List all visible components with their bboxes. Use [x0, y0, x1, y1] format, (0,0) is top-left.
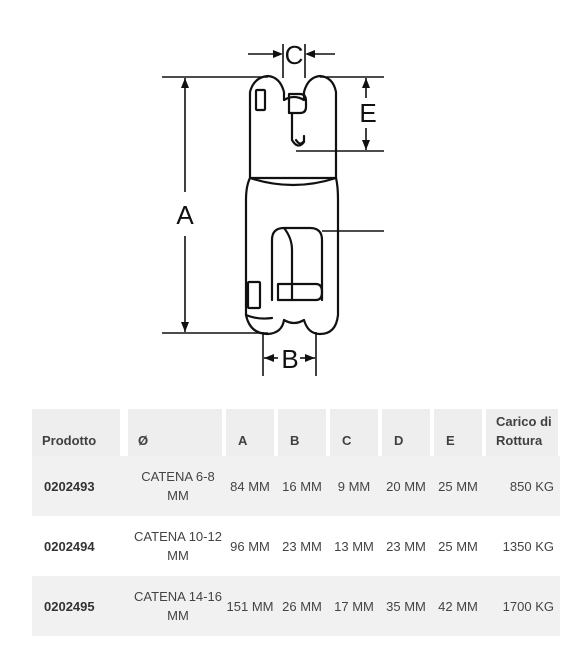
- upper-pin-head: [256, 90, 265, 110]
- cell-d: 35 MM: [386, 598, 426, 614]
- lower-pin-head: [248, 282, 260, 308]
- cell-c: 13 MM: [334, 538, 374, 554]
- cell-e: 25 MM: [438, 538, 478, 554]
- cell-b: 23 MM: [282, 538, 322, 554]
- cell-product: 0202495: [44, 598, 95, 614]
- cell-a: 151 MM: [226, 598, 274, 614]
- header-diameter: Ø: [124, 409, 226, 456]
- dimension-label-e: E: [359, 98, 377, 128]
- cell-c: 17 MM: [334, 598, 374, 614]
- cell-d: 23 MM: [386, 538, 426, 554]
- dimension-label-a: A: [176, 200, 194, 230]
- table-header-row: [32, 409, 560, 456]
- header-b: B: [278, 409, 330, 456]
- cell-a: 96 MM: [230, 538, 270, 554]
- table-row: [32, 516, 560, 576]
- dimension-label-c: C: [284, 40, 304, 70]
- lower-pin: [278, 284, 322, 300]
- cell-c: 9 MM: [337, 478, 371, 494]
- cell-product: 0202494: [44, 538, 95, 554]
- header-a: A: [226, 409, 278, 456]
- cell-a: 84 MM: [230, 478, 270, 494]
- cell-e: 25 MM: [438, 478, 478, 494]
- cell-load: 1350 KG: [502, 538, 554, 554]
- header-d: D: [382, 409, 434, 456]
- cell-b: 16 MM: [282, 478, 322, 494]
- cell-e: 42 MM: [438, 598, 478, 614]
- cell-load: 850 KG: [509, 478, 554, 494]
- product-spec-table: [32, 409, 560, 636]
- cell-diameter: CATENA 10-12 MM: [134, 529, 222, 563]
- cell-load: 1700 KG: [502, 598, 554, 614]
- cell-diameter: CATENA 14-16 MM: [134, 589, 222, 623]
- cell-b: 26 MM: [282, 598, 322, 614]
- cell-d: 20 MM: [386, 478, 426, 494]
- header-c: C: [330, 409, 382, 456]
- header-load: Carico di Rottura: [486, 409, 558, 456]
- dimension-label-b: B: [281, 344, 299, 374]
- table-row: [32, 576, 560, 636]
- cell-diameter: CATENA 6-8 MM: [141, 469, 215, 503]
- table-row: [32, 456, 560, 516]
- header-e: E: [434, 409, 486, 456]
- cell-product: 0202493: [44, 478, 95, 494]
- header-product: Prodotto: [32, 409, 124, 456]
